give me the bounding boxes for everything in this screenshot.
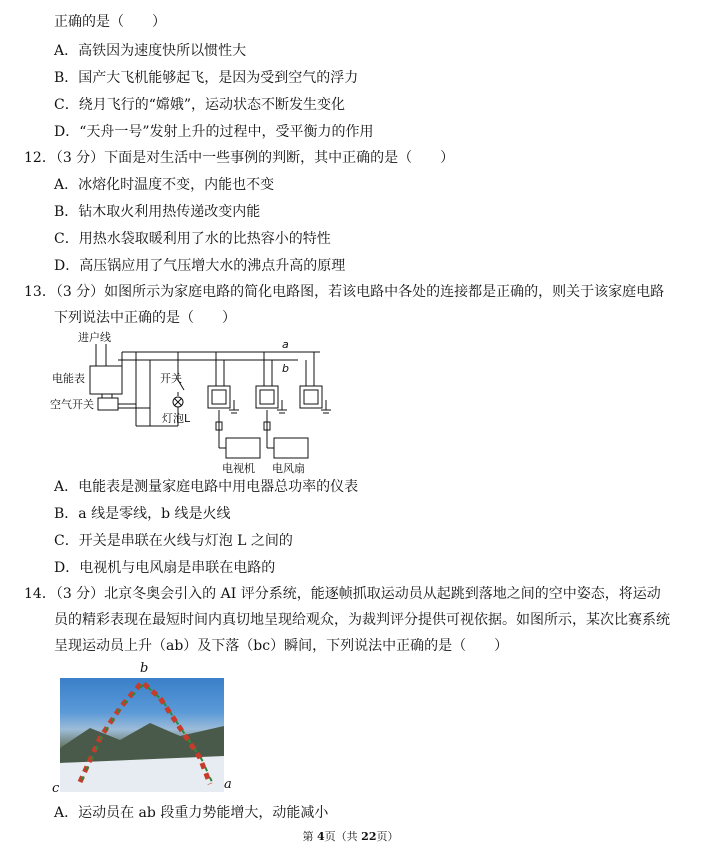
q12-option-c: C．用热水袋取暖利用了水的比热容小的特性 xyxy=(54,231,331,247)
q13-option-b: B．a 线是零线，b 线是火线 xyxy=(54,506,231,522)
label-entry-line: 进户线 xyxy=(78,331,111,344)
label-wire-a: a xyxy=(282,338,289,351)
photo-label-b: b xyxy=(140,661,149,676)
footer-suffix: 页） xyxy=(376,830,399,843)
q11-option-b: B．国产大飞机能够起飞，是因为受到空气的浮力 xyxy=(54,70,359,86)
q12-option-b: B．钻木取火利用热传递改变内能 xyxy=(54,204,261,220)
q14-stem-line1: 14．（3 分）北京冬奥会引入的 AI 评分系统，能逐帧抓取运动员从起跳到落地之间的空中姿态，将运动 xyxy=(24,586,661,602)
ski-jump-photo xyxy=(60,678,224,792)
q11-option-a: A．高铁因为速度快所以惯性大 xyxy=(54,43,247,59)
q11-option-c: C．绕月飞行的“嫦娥”，运动状态不断发生变化 xyxy=(54,97,346,113)
q13-option-d: D．电视机与电风扇是串联在电路的 xyxy=(54,560,276,576)
q13-stem-line2: 下列说法中正确的是（ ） xyxy=(54,310,236,326)
footer-total-pages: 22 xyxy=(361,830,377,843)
footer-page-number: 4 xyxy=(317,830,325,843)
label-switch: 开关 xyxy=(160,372,182,385)
q11-option-d: D．“天舟一号”发射上升的过程中，受平衡力的作用 xyxy=(54,124,374,140)
footer-prefix: 第 xyxy=(302,830,318,843)
q14-stem-line2: 员的精彩表现在最短时间内真切地呈现给观众，为裁判评分提供可视依据。如图所示，某次比赛系统 xyxy=(54,612,670,628)
label-breaker: 空气开关 xyxy=(50,398,94,411)
circuit-diagram xyxy=(50,330,340,475)
footer-middle: 页（共 xyxy=(324,830,362,843)
photo-label-c: c xyxy=(52,781,60,796)
label-meter: 电能表 xyxy=(52,372,85,385)
label-wire-b: b xyxy=(282,362,289,375)
label-tv: 电视机 xyxy=(222,462,255,475)
q14-option-a: A．运动员在 ab 段重力势能增大，动能减小 xyxy=(54,805,329,821)
label-bulb: 灯泡L xyxy=(162,412,191,425)
q14-stem-line3: 呈现运动员上升（ab）及下落（bc）瞬间，下列说法中正确的是（ ） xyxy=(54,638,509,654)
q12-stem: 12．（3 分）下面是对生活中一些事例的判断，其中正确的是（ ） xyxy=(24,150,455,166)
q12-option-d: D．高压锅应用了气压增大水的沸点升高的原理 xyxy=(54,258,346,274)
page-footer xyxy=(0,830,701,844)
photo-label-a: a xyxy=(224,777,232,792)
q13-stem-line1: 13．（3 分）如图所示为家庭电路的简化电路图，若该电路中各处的连接都是正确的，则关于该家庭电路 xyxy=(24,284,665,300)
q11-stem-tail: 正确的是（ ） xyxy=(54,14,166,30)
q13-option-c: C．开关是串联在火线与灯泡 L 之间的 xyxy=(54,533,293,549)
q12-option-a: A．冰熔化时温度不变，内能也不变 xyxy=(54,177,275,193)
label-fan: 电风扇 xyxy=(272,462,305,475)
q13-option-a: A．电能表是测量家庭电路中用电器总功率的仪表 xyxy=(54,479,359,495)
